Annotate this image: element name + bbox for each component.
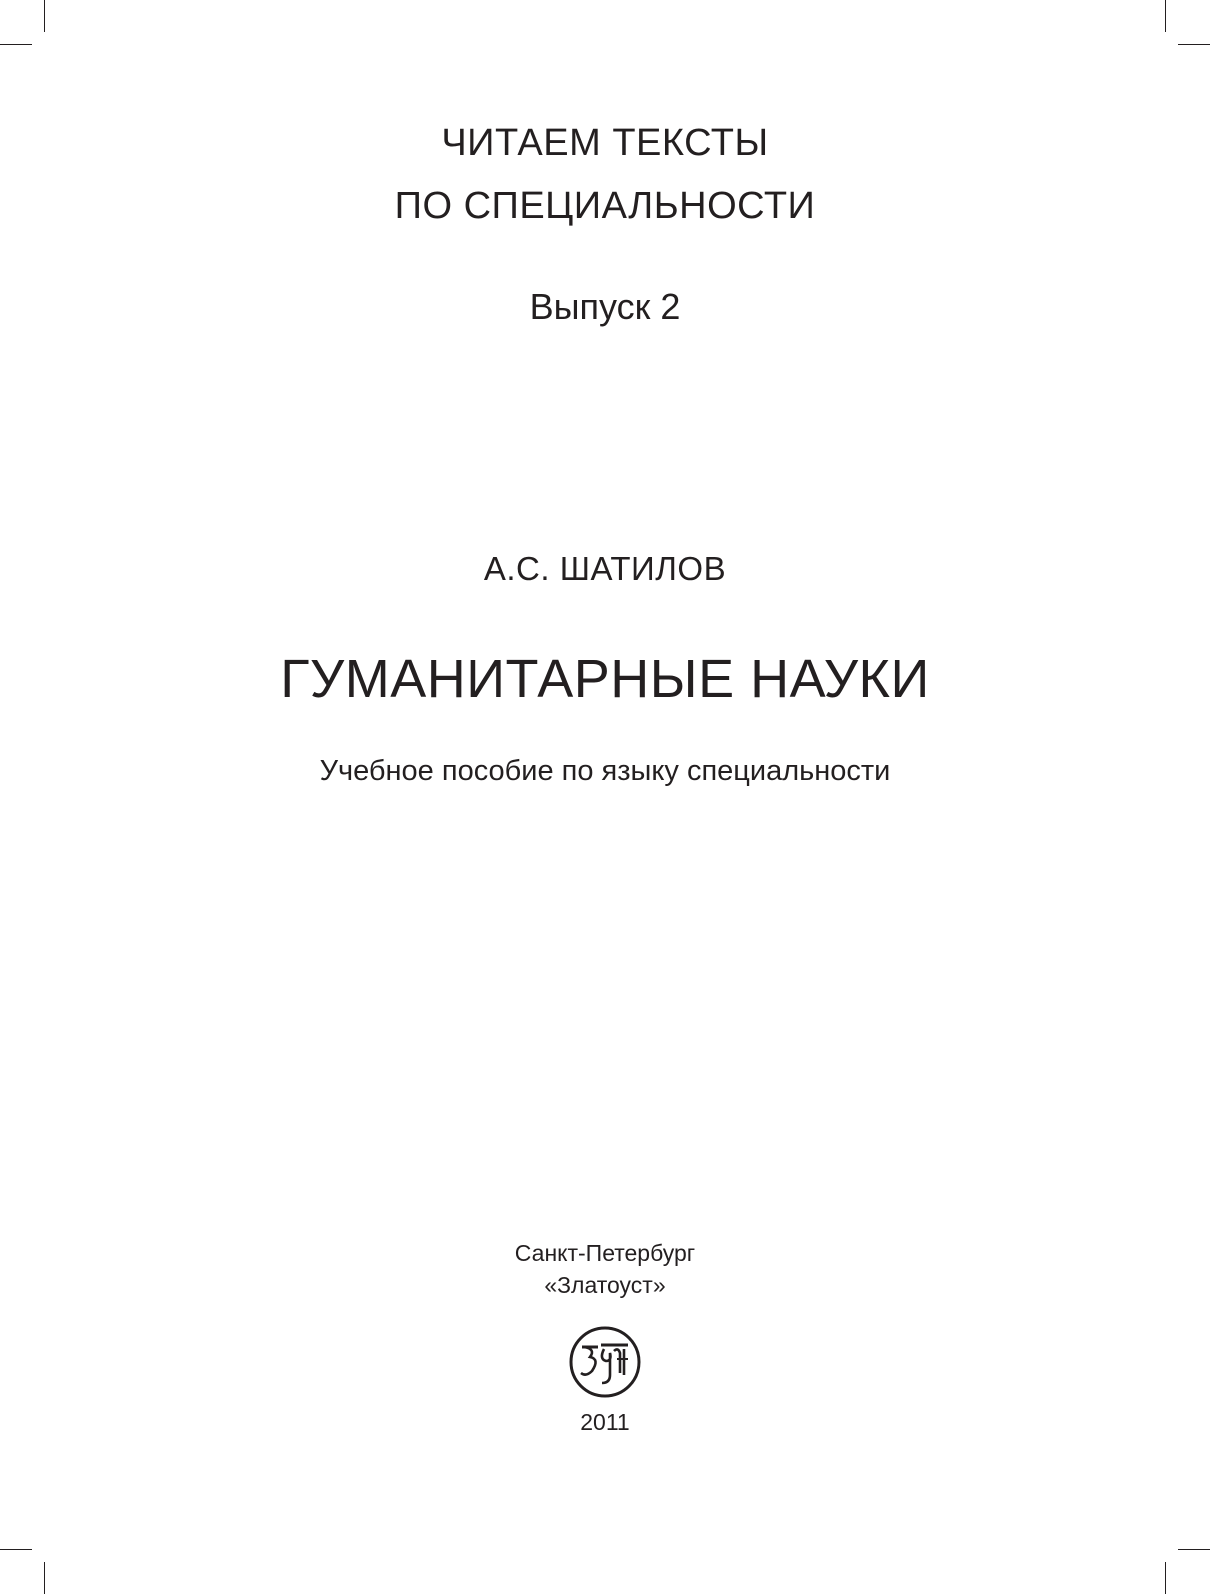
crop-mark-bottom-left-vertical	[44, 1562, 45, 1594]
crop-mark-bottom-right-vertical	[1165, 1562, 1166, 1594]
book-title: ГУМАНИТАРНЫЕ НАУКИ	[280, 649, 930, 709]
book-subtitle: Учебное пособие по языку специальности	[319, 755, 891, 787]
imprint-publisher: «Златоуст»	[544, 1272, 666, 1298]
imprint-year: 2011	[580, 1409, 630, 1435]
crop-mark-top-right-horizontal	[1178, 44, 1210, 45]
crop-mark-top-left-horizontal	[0, 44, 32, 45]
series-title-line-1: ЧИТАЕМ ТЕКСТЫ	[441, 122, 769, 164]
crop-mark-top-right-vertical	[1165, 0, 1166, 32]
crop-mark-bottom-left-horizontal	[0, 1549, 32, 1550]
series-title-line-2: ПО СПЕЦИАЛЬНОСТИ	[394, 185, 816, 227]
crop-mark-top-left-vertical	[44, 0, 45, 32]
zlatoust-emblem-icon	[568, 1325, 642, 1399]
issue-number: Выпуск 2	[529, 286, 681, 327]
imprint-city: Санкт-Петербург	[514, 1240, 696, 1266]
crop-mark-bottom-right-horizontal	[1178, 1549, 1210, 1550]
author-name: А.С. ШАТИЛОВ	[483, 550, 727, 587]
